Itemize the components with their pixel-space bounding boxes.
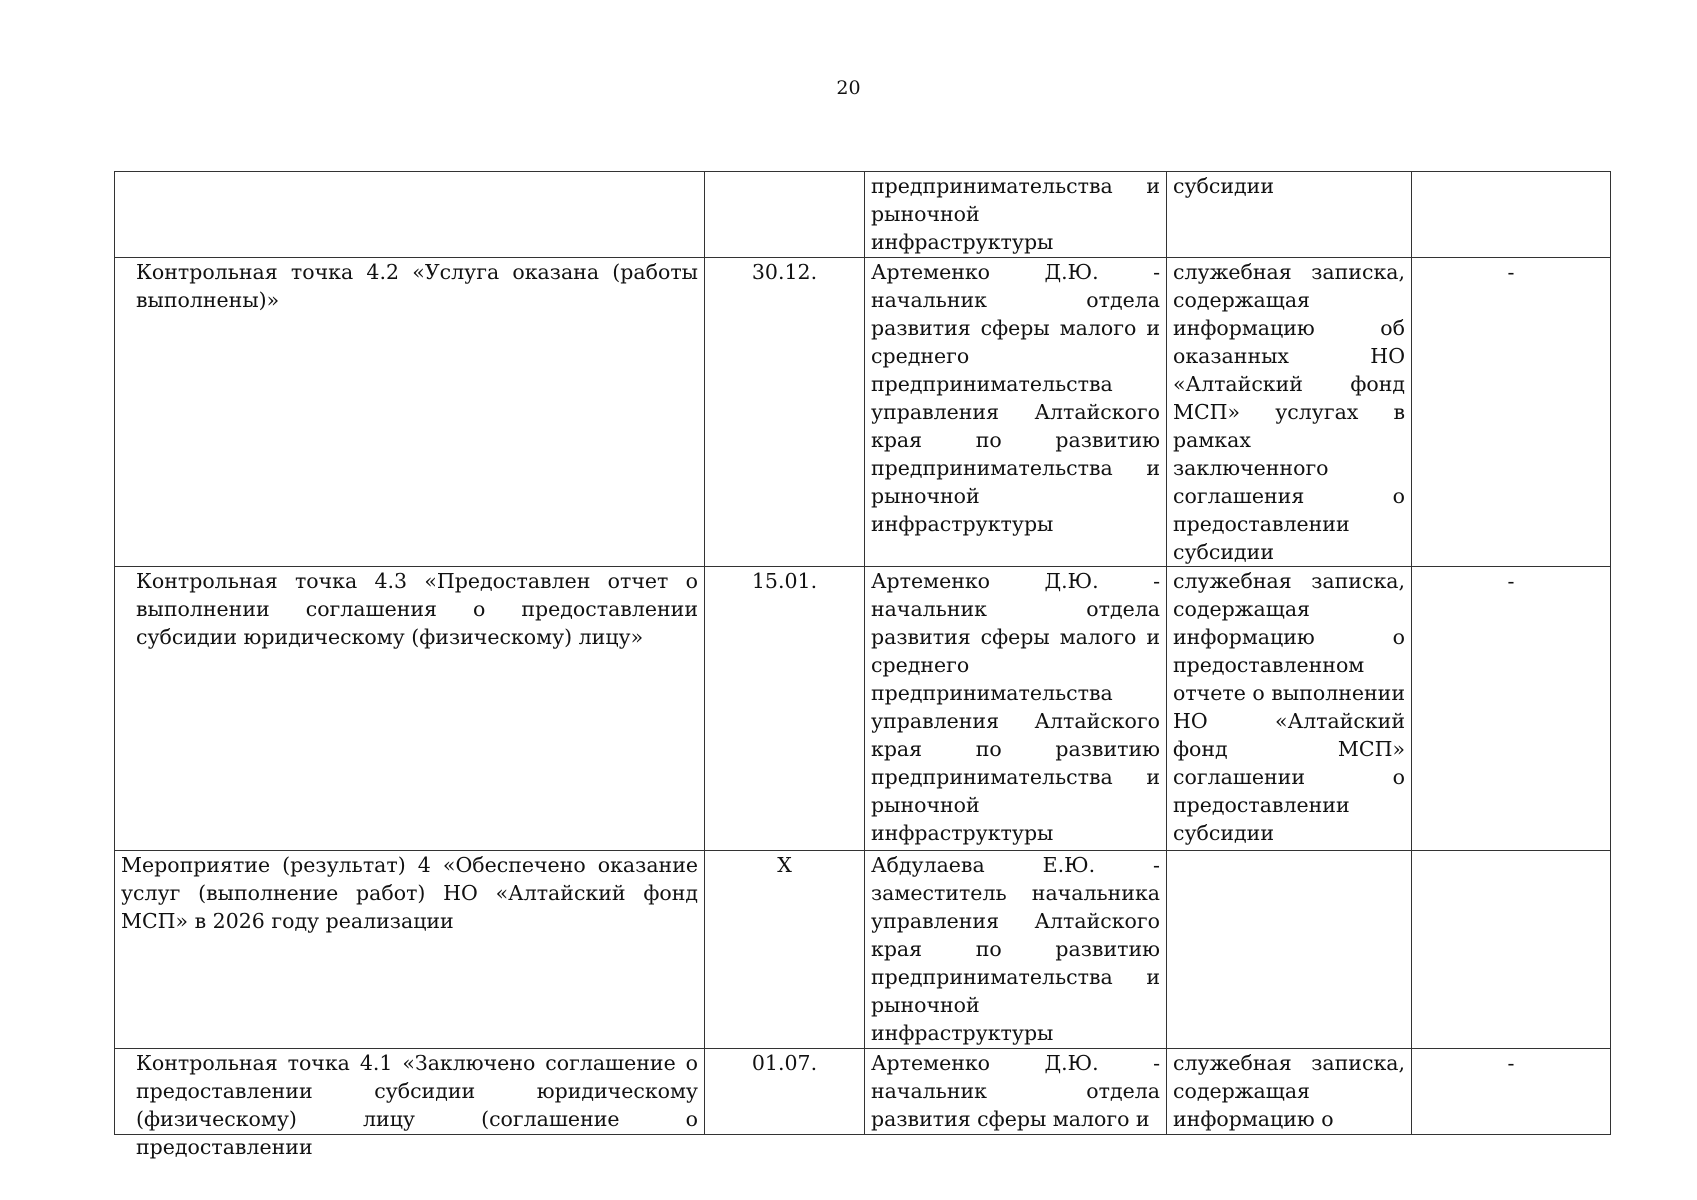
document-cell: субсидии	[1167, 172, 1412, 258]
document-cell: служебная записка, содержащая информацию о	[1167, 1049, 1412, 1135]
note-cell	[1412, 851, 1611, 1049]
responsible-cell: Абдулаева Е.Ю. - заместитель начальника управления Алтайского края по развитию предпринимательства и рыночной инфраструктуры	[865, 851, 1167, 1049]
deadline-cell: 01.07.	[705, 1049, 865, 1135]
plan-table	[114, 171, 1611, 1159]
responsible-cell: предпринимательства и рыночной инфраструктуры	[865, 172, 1167, 258]
table-row	[115, 567, 1611, 851]
event-name-cell: Контрольная точка 4.2 «Услуга оказана (работы выполнены)»	[115, 258, 705, 567]
deadline-cell	[705, 172, 865, 258]
deadline-cell: 15.01.	[705, 567, 865, 851]
responsible-cell: Артеменко Д.Ю. - начальник отдела развития сферы малого и среднего предпринимательства управления Алтайского края по развитию предпринимательства и рыночной инфраструктуры	[865, 567, 1167, 851]
note-cell	[1412, 172, 1611, 258]
event-name-cell: Контрольная точка 4.3 «Предоставлен отчет о выполнении соглашения о предоставлении субсидии юридическому (физическому) лицу»	[115, 567, 705, 851]
note-cell: -	[1412, 1049, 1611, 1135]
responsible-cell: Артеменко Д.Ю. - начальник отдела развития сферы малого и	[865, 1049, 1167, 1135]
event-name-cell	[115, 172, 705, 258]
event-name-cell: Мероприятие (результат) 4 «Обеспечено оказание услуг (выполнение работ) НО «Алтайский фонд МСП» в 2026 году реализации	[115, 851, 705, 1049]
document-cell: служебная записка, содержащая информацию о предоставленном отчете о выполнении НО «Алтайский фонд МСП» соглашении о предоставлении субсидии	[1167, 567, 1412, 851]
note-cell: -	[1412, 567, 1611, 851]
event-name-cell: Контрольная точка 4.1 «Заключено соглашение о предоставлении субсидии юридическому (физическому) лицу (соглашение о предоставлении	[115, 1049, 705, 1135]
table-row	[115, 258, 1611, 567]
deadline-cell: Х	[705, 851, 865, 1049]
table-row	[115, 851, 1611, 1049]
note-cell: -	[1412, 258, 1611, 567]
responsible-cell: Артеменко Д.Ю. - начальник отдела развития сферы малого и среднего предпринимательства управления Алтайского края по развитию предпринимательства и рыночной инфраструктуры	[865, 258, 1167, 567]
table-row	[115, 1049, 1611, 1135]
document-cell	[1167, 851, 1412, 1049]
table-row	[115, 172, 1611, 258]
document-cell: служебная записка, содержащая информацию об оказанных НО «Алтайский фонд МСП» услугах в рамках заключенного соглашения о предоставлении субсидии	[1167, 258, 1412, 567]
page-number: 20	[836, 77, 861, 99]
deadline-cell: 30.12.	[705, 258, 865, 567]
